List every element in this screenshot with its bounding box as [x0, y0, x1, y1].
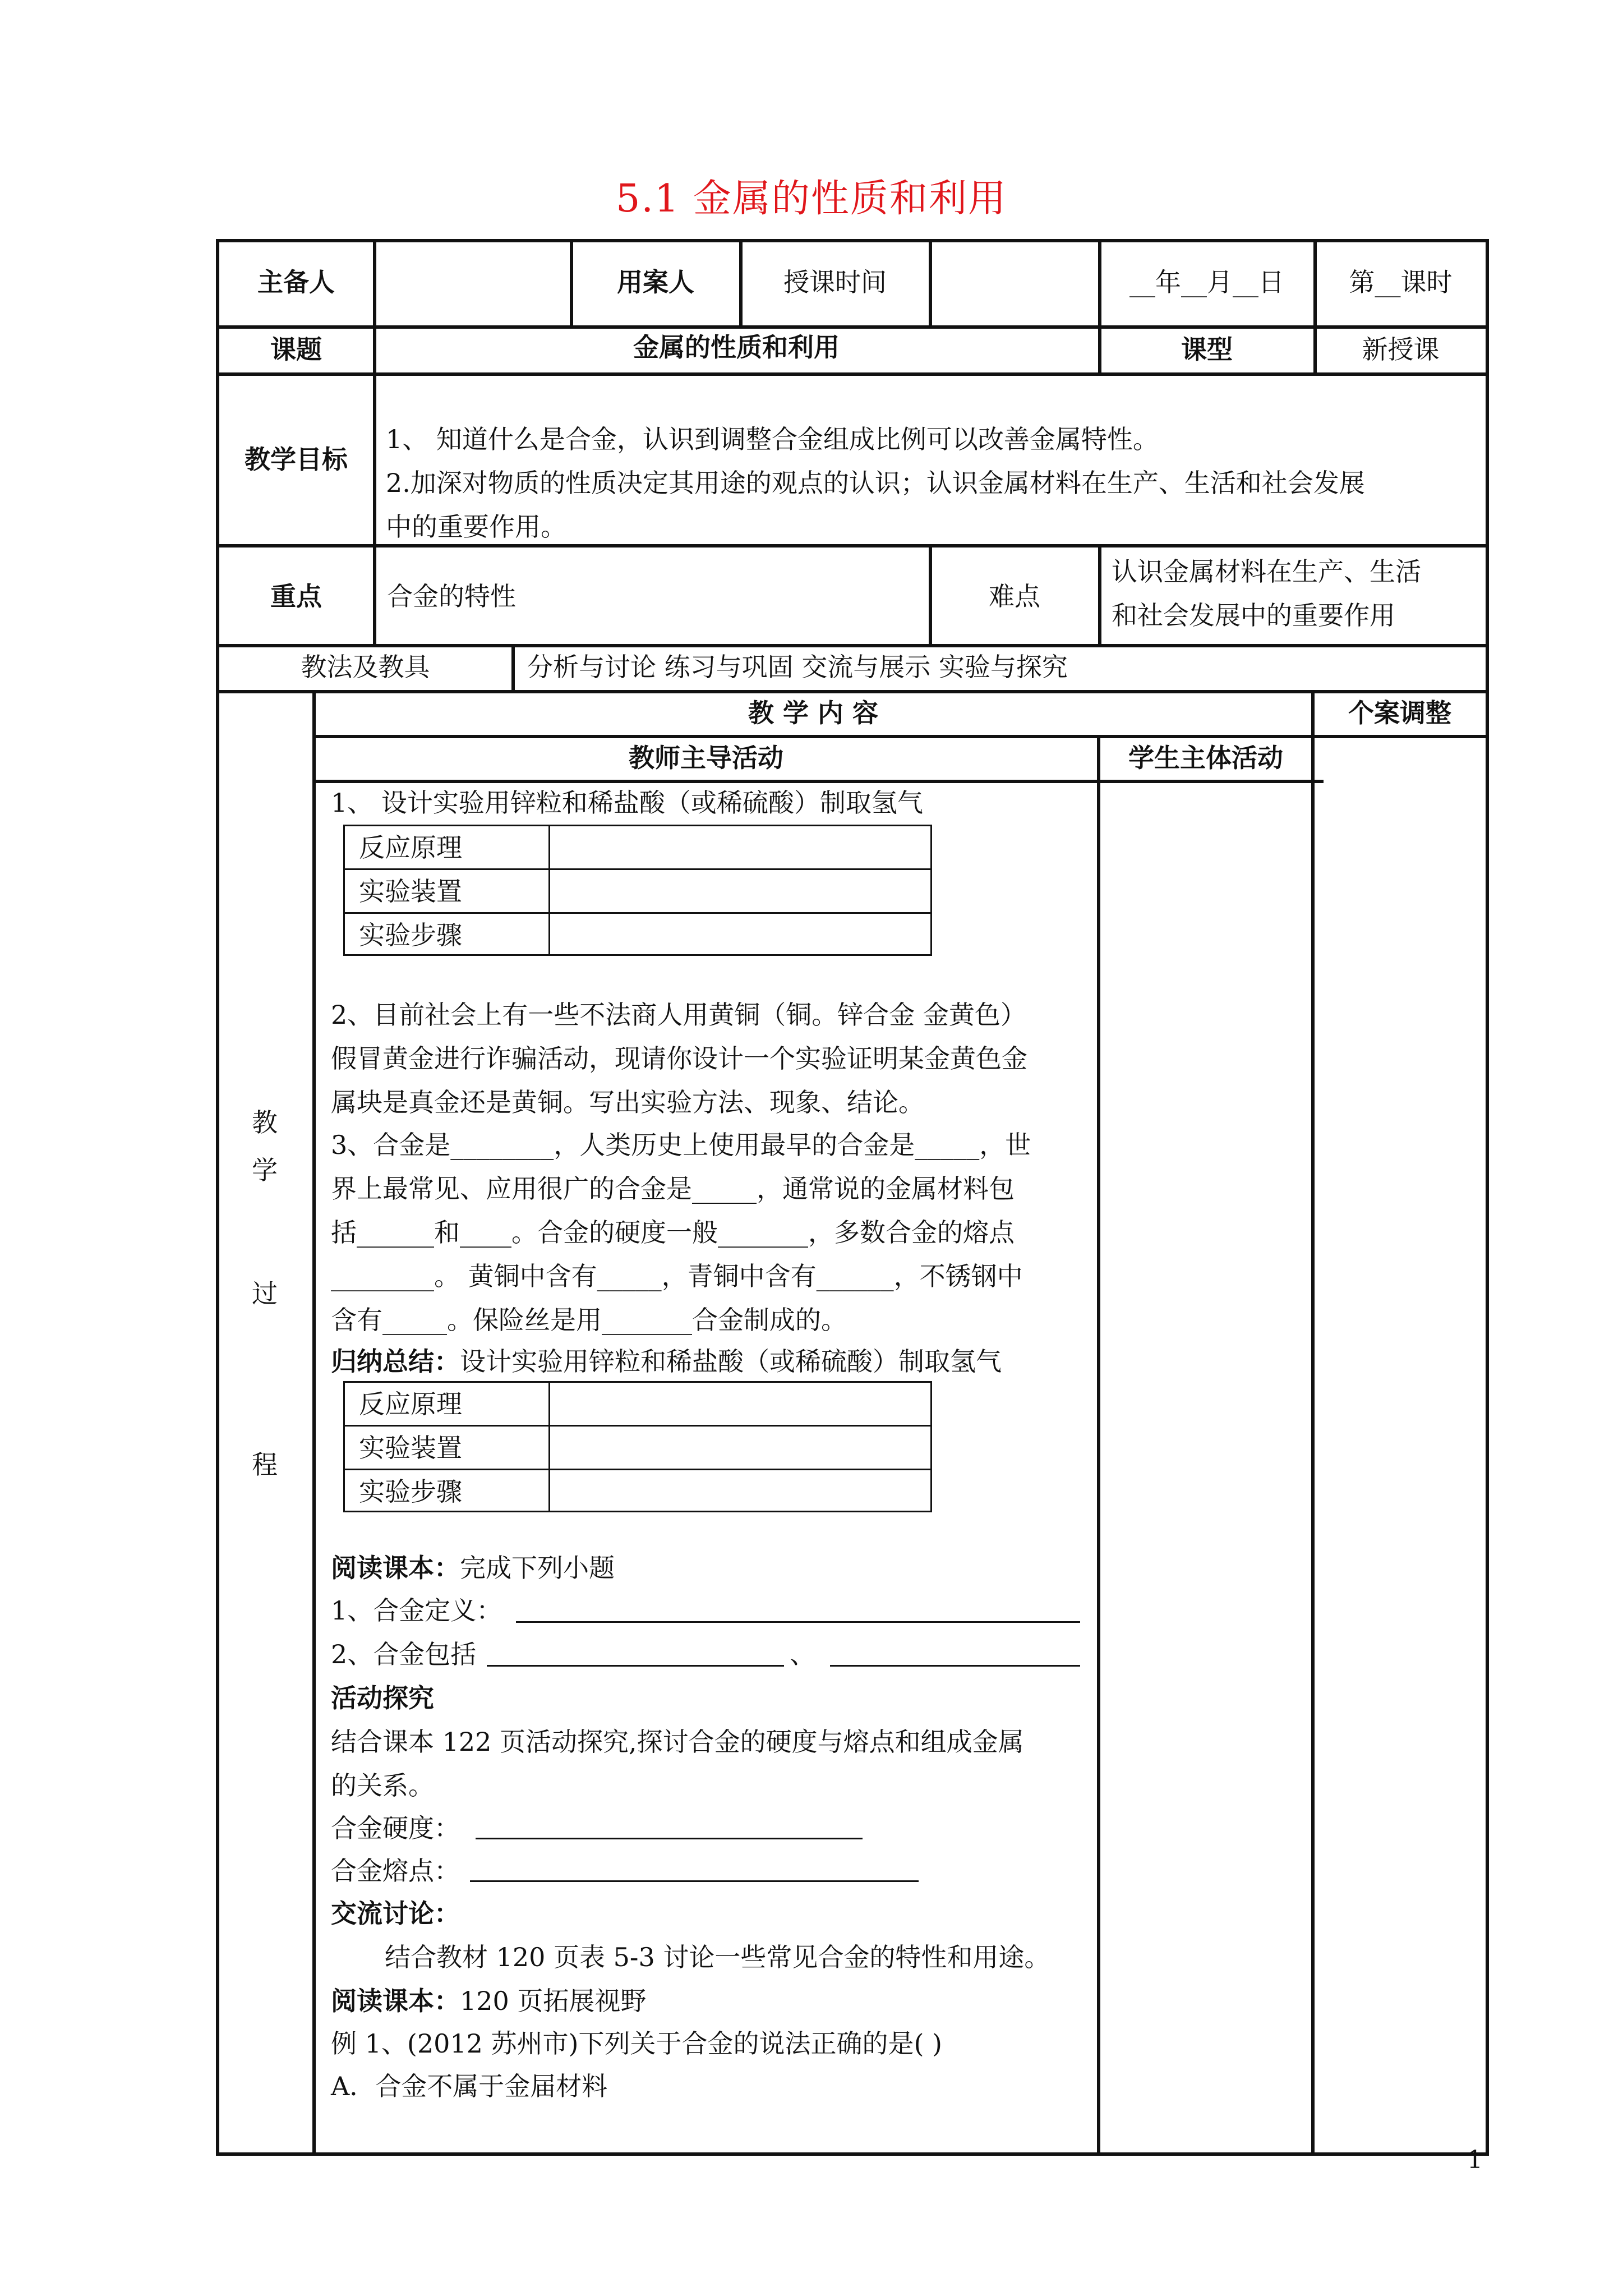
page-number: 1 [1467, 2146, 1483, 2174]
lesson-type-label: 课型 [1181, 334, 1233, 365]
question-1: 1、 设计实验用锌粒和稀盐酸（或稀硫酸）制取氢气 [331, 788, 923, 818]
hardness-label: 合金硬度： [331, 1813, 460, 1843]
question-3: 3、合金是________，人类历史上使用最早的合金是_____，世 界上最常见、应用很广的合金是_____，通常说的金属材料包 括______和____。合金的硬度一般_______，多数合金的熔点 ________。 黄铜中含有_____，青铜中含有______，不锈钢中 含有_____。保险丝是用_______合金制成的。 [331, 1130, 1031, 1335]
period-field: 第__课时 [1349, 267, 1453, 297]
process-char-1: 教 [252, 1107, 278, 1138]
difficulty-label: 难点 [989, 581, 1040, 611]
topic-label: 课题 [270, 334, 322, 365]
page-title: 5.1 金属的性质和利用 [616, 177, 1007, 221]
experiment-table-1 [343, 825, 932, 956]
experiment-row-principle: 反应原理 [359, 1389, 462, 1419]
key-point-label: 重点 [270, 581, 322, 611]
adjust-header: 个案调整 [1348, 698, 1451, 728]
method-label: 教法及教具 [301, 652, 430, 682]
process-char-2: 学 [252, 1155, 278, 1185]
topic-value: 金属的性质和利用 [633, 332, 840, 362]
difficulty-value: 认识金属材料在生产、生活 和社会发展中的重要作用 [1112, 556, 1421, 631]
question-2: 2、目前社会上有一些不法商人用黄铜（铜。锌合金 金黄色） 假冒黄金进行诈骗活动，现请你设计一个实验证明某金黄色金 属块是真金还是黄铜。写出实验方法、现象、结论。 [331, 1000, 1027, 1117]
melting-label: 合金熔点： [331, 1856, 460, 1886]
experiment-row-principle: 反应原理 [359, 832, 462, 863]
discussion-text: 结合教材 120 页表 5-3 讨论一些常见合金的特性和用途。 [385, 1942, 1050, 1972]
key-point-value: 合金的特性 [387, 581, 516, 611]
alloy-includes-separator: 、 [790, 1639, 815, 1669]
experiment-row-steps: 实验步骤 [359, 920, 462, 950]
date-field: __年__月__日 [1129, 267, 1284, 297]
goals-label: 教学目标 [245, 444, 348, 475]
alloy-includes-blank-2[interactable] [830, 1665, 1080, 1667]
example-1: 例 1、(2012 苏州市)下列关于合金的说法正确的是( ) [331, 2028, 942, 2059]
content-header: 教 学 内 容 [748, 698, 879, 728]
alloy-definition-label: 1、合金定义： [331, 1595, 502, 1626]
time-label: 授课时间 [783, 267, 887, 297]
experiment-table-2 [343, 1381, 932, 1512]
activity-text: 结合课本 122 页活动探究,探讨合金的硬度与熔点和组成金属 的关系。 [331, 1727, 1024, 1801]
discussion-label: 交流讨论： [331, 1898, 460, 1929]
preparer-label: 主备人 [257, 267, 335, 297]
experiment-row-apparatus: 实验装置 [359, 876, 462, 907]
student-activity-header: 学生主体活动 [1128, 743, 1283, 773]
hardness-blank[interactable] [476, 1838, 863, 1839]
summary-line: 归纳总结：设计实验用锌粒和稀盐酸（或稀硫酸）制取氢气 [331, 1346, 1002, 1377]
goals-text: 1、 知道什么是合金，认识到调整合金组成比例可以改善金属特性。 2.加深对物质的性质决定其用途的观点的认识；认识金属材料在生产、生活和社会发展 中的重要作用。 [386, 424, 1365, 542]
user-label: 用案人 [617, 267, 694, 297]
lesson-type-value: 新授课 [1362, 334, 1440, 365]
teacher-activity-header: 教师主导活动 [629, 743, 783, 773]
alloy-includes-blank-1[interactable] [487, 1665, 784, 1667]
activity-label: 活动探究 [331, 1683, 434, 1713]
experiment-row-apparatus: 实验装置 [359, 1433, 462, 1463]
melting-blank[interactable] [470, 1880, 919, 1882]
experiment-row-steps: 实验步骤 [359, 1476, 462, 1507]
alloy-includes-label: 2、合金包括 [331, 1639, 477, 1669]
alloy-definition-blank[interactable] [516, 1621, 1080, 1623]
method-value: 分析与讨论 练习与巩固 交流与展示 实验与探究 [527, 652, 1068, 682]
process-char-3: 过 [252, 1278, 278, 1309]
option-a: A．合金不属于金届材料 [331, 2071, 608, 2101]
process-char-4: 程 [252, 1450, 278, 1480]
reading-1: 阅读课本：完成下列小题 [331, 1553, 615, 1583]
reading-2: 阅读课本：120 页拓展视野 [331, 1986, 647, 2016]
